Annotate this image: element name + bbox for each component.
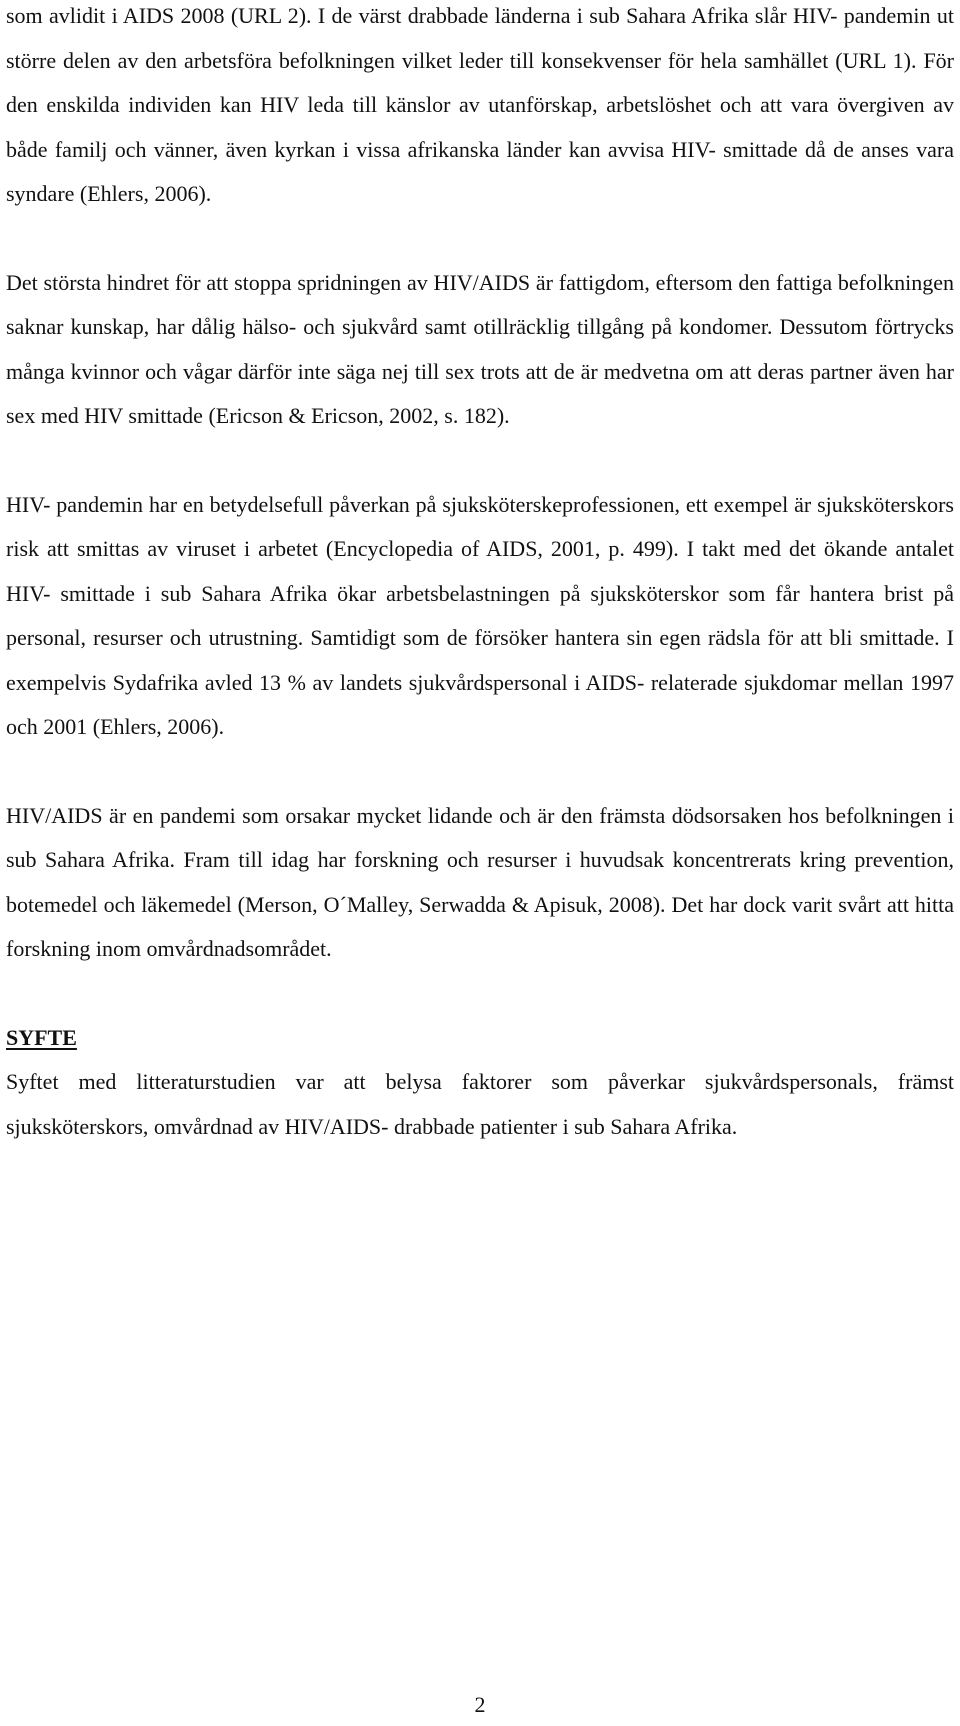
paragraph-nursing-profession: HIV- pandemin har en betydelsefull påverkan på sjuksköterskeprofessionen, ett exempel är sjuksköterskors risk att smittas av viruset i arbetet (Encyclopedia of AIDS, 2001, p. 499). I takt med det ökande antalet HIV- smittade i sub Sahara Afrika ökar arbetsbelastningen på sjuksköterskor som får hantera brist på personal, resurser och utrustning. Samtidigt som de försöker hantera sin egen rädsla för att bli smittade. I exempelvis Sydafrika avled 13 % av landets sjukvårdspersonal i AIDS- relaterade sjukdomar mellan 1997 och 2001 (Ehlers, 2006). — [6, 491, 954, 739]
paragraph-gap — [6, 217, 954, 261]
paragraph-purpose: Syftet med litteraturstudien var att belysa faktorer som påverkar sjukvårdspersonals, främst sjuksköterskors, omvårdnad av HIV/AIDS- drabbade patienter i sub Sahara Afrika. — [6, 1069, 954, 1139]
paragraph-gap — [6, 439, 954, 483]
document-page — [6, 0, 954, 1149]
paragraph-pandemic-research: HIV/AIDS är en pandemi som orsakar mycket lidande och är den främsta dödsorsaken hos befolkningen i sub Sahara Afrika. Fram till idag har forskning och resurser i huvudsak koncentrerats kring prevention, botemedel och läkemedel (Merson, O´Malley, Serwadda & Apisuk, 2008). Det har dock varit svårt att hitta forskning inom omvårdnadsområdet. — [6, 802, 954, 961]
paragraph-gap — [6, 972, 954, 1016]
paragraph-poverty-obstacle: Det största hindret för att stoppa spridningen av HIV/AIDS är fattigdom, eftersom den fattiga befolkningen saknar kunskap, har dålig hälso- och sjukvård samt otillräcklig tillgång på kondomer. Dessutom förtrycks många kvinnor och vågar därför inte säga nej till sex trots att de är medvetna om att deras partner även har sex med HIV smittade (Ericson & Ericson, 2002, s. 182). — [6, 269, 954, 428]
paragraph-gap — [6, 750, 954, 794]
paragraph-hiv-consequences: som avlidit i AIDS 2008 (URL 2). I de värst drabbade länderna i sub Sahara Afrika slår HIV- pandemin ut större delen av den arbetsföra befolkningen vilket leder till konsekvenser för hela samhället (URL 1). För den enskilda individen kan HIV leda till känslor av utanförskap, arbetslöshet och att vara övergiven av både familj och vänner, även kyrkan i vissa afrikanska länder kan avvisa HIV- smittade då de anses vara syndare (Ehlers, 2006). — [6, 3, 954, 206]
page-number: 2 — [474, 1692, 486, 1717]
section-heading: SYFTE — [6, 1024, 77, 1050]
